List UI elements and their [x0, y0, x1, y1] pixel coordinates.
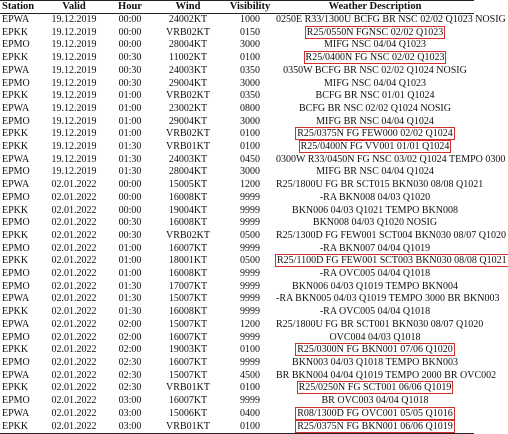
cell-wind: 23002KT — [168, 102, 208, 114]
cell-station: EPMO — [2, 356, 30, 368]
weather-text: BKN008 04/03 Q1020 NOSIG — [312, 217, 438, 229]
cell-station: EPWA — [2, 14, 30, 25]
cell-wind: 11002KT — [169, 52, 207, 64]
cell-visibility: 0500 — [240, 255, 260, 267]
weather-text: R25/1800U FG BR SCT001 BKN030 08/07 Q1020 — [276, 318, 484, 330]
highlighted-weather-text: R08/1300D FG OVC001 05/05 Q1016 — [297, 407, 453, 419]
cell-station: EPKK — [2, 26, 29, 38]
cell-station: EPKK — [2, 306, 29, 318]
cell-valid: 02.01.2022 — [40, 421, 108, 434]
cell-visibility: 0100 — [224, 421, 276, 434]
cell-hour: 01:30 — [118, 280, 142, 292]
cell-valid: 19.12.2019 — [51, 26, 97, 38]
cell-wind: 15007KT — [168, 293, 208, 305]
weather-text: BCFG BR NSC 01/01 Q1024 — [315, 90, 435, 102]
cell-hour: 01:30 — [118, 153, 142, 165]
cell-wind: 15007KT — [168, 369, 208, 381]
cell-visibility: 0400 — [240, 407, 260, 419]
cell-wind: 24003KT — [168, 64, 208, 76]
cell-visibility: 0100 — [240, 128, 260, 140]
cell-hour: 01:30 — [118, 141, 142, 153]
cell-valid: 19.12.2019 — [51, 52, 97, 64]
highlighted-weather-text: R25/0550N FGNSC 02/02 Q1023 — [306, 26, 444, 38]
cell-valid: 02.01.2022 — [51, 407, 97, 419]
cell-station: EPWA — [2, 407, 30, 419]
cell-station: EPMO — [2, 217, 30, 229]
table-row — [0, 14, 474, 27]
cell-valid: 02.01.2022 — [51, 179, 97, 191]
cell-wind: VRB02KT — [166, 26, 210, 38]
cell-weather-description — [276, 90, 474, 103]
cell-wind: 16008KT — [168, 306, 208, 318]
cell-weather-description — [276, 217, 474, 230]
cell-hour: 02:00 — [118, 344, 142, 356]
table-body — [0, 14, 507, 434]
table-row — [0, 382, 474, 395]
cell-hour: 01:00 — [118, 115, 142, 127]
weather-text: -RA BKN005 04/03 Q1019 TEMPO 3000 BR BKN003 — [276, 293, 500, 305]
cell-weather-description — [276, 344, 474, 357]
table-row — [0, 52, 474, 65]
cell-weather-description — [276, 141, 474, 154]
cell-station: EPWA — [2, 102, 30, 114]
table-row — [0, 230, 474, 243]
cell-hour: 00:30 — [118, 52, 142, 64]
cell-visibility: 3000 — [240, 115, 260, 127]
cell-weather-description — [276, 281, 474, 294]
cell-valid: 02.01.2022 — [51, 242, 97, 254]
weather-text: R25/1800U FG BR SCT015 BKN030 08/08 Q1021 — [276, 179, 484, 191]
cell-station: EPKK — [2, 255, 29, 267]
cell-station: EPWA — [2, 179, 30, 191]
cell-valid: 02.01.2022 — [51, 331, 97, 343]
weather-text: 0350W BCFG BR NSC 02/02 Q1024 NOSIG — [283, 64, 467, 76]
cell-station: EPWA — [2, 293, 30, 305]
cell-station: EPKK — [2, 382, 29, 394]
cell-hour: 02:00 — [118, 331, 142, 343]
table-row — [0, 268, 474, 281]
cell-valid: 19.12.2019 — [51, 64, 97, 76]
cell-valid: 02.01.2022 — [51, 395, 97, 407]
cell-hour: 03:00 — [118, 407, 142, 419]
cell-hour: 02:30 — [118, 369, 142, 381]
weather-text: BR BKN004 04/04 Q1019 TEMPO 2000 BR OVC002 — [276, 369, 497, 381]
weather-text: 0300W R33/0450N FG NSC 03/02 Q1024 TEMPO 0300 — [276, 153, 506, 165]
cell-station: EPKK — [2, 128, 29, 140]
weather-text: -RA BKN007 04/04 Q1019 — [319, 242, 431, 254]
cell-station: EPKK — [2, 229, 29, 241]
cell-visibility: 9999 — [240, 191, 260, 203]
cell-wind: 24003KT — [168, 153, 208, 165]
cell-valid: 19.12.2019 — [51, 39, 97, 51]
cell-valid: 02.01.2022 — [51, 293, 97, 305]
cell-station: EPKK — [2, 204, 29, 216]
cell-valid: 19.12.2019 — [51, 102, 97, 114]
cell-hour: 01:00 — [118, 102, 142, 114]
table-row — [0, 319, 474, 332]
weather-text: OVC004 04/03 Q1018 — [329, 331, 421, 343]
cell-hour: 01:00 — [118, 242, 142, 254]
cell-station: EPKK — [2, 52, 29, 64]
cell-weather-description — [276, 205, 474, 218]
cell-visibility: 4500 — [240, 369, 260, 381]
cell-valid: 02.01.2022 — [51, 318, 97, 330]
table-row — [0, 255, 474, 268]
cell-wind: VRB02KT — [166, 229, 210, 241]
weather-text: MIFG BR NSC 04/04 Q1024 — [316, 166, 434, 178]
highlighted-weather-text: R25/0375N FG BKN001 06/06 Q1019 — [297, 420, 453, 432]
cell-wind: 29004KT — [168, 115, 208, 127]
table-row — [0, 192, 474, 205]
cell-weather-description — [276, 52, 474, 65]
cell-valid: 02.01.2022 — [51, 191, 97, 203]
cell-visibility: 0150 — [240, 26, 260, 38]
table-row — [0, 103, 474, 116]
cell-visibility: 0350 — [240, 64, 260, 76]
cell-station: EPMO — [2, 331, 30, 343]
cell-weather-description — [276, 243, 474, 256]
cell-valid: 02.01.2022 — [51, 382, 97, 394]
table-row — [0, 179, 474, 192]
table-row — [0, 217, 474, 230]
cell-weather-description — [276, 103, 474, 116]
cell-wind: 16008KT — [168, 217, 208, 229]
table-header-row — [0, 1, 474, 14]
cell-station: EPWA — [2, 318, 30, 330]
highlighted-weather-text: R25/0400N FG NSC 02/02 Q1023 — [305, 52, 445, 64]
cell-weather-description — [276, 192, 474, 205]
table-row — [0, 65, 474, 78]
cell-hour: 00:30 — [118, 229, 142, 241]
cell-visibility: 3000 — [240, 77, 260, 89]
cell-wind: 19003KT — [168, 344, 208, 356]
table-row — [0, 39, 474, 52]
cell-hour: 01:00 — [118, 128, 142, 140]
cell-visibility: 0800 — [240, 102, 260, 114]
cell-wind: 16007KT — [168, 242, 208, 254]
cell-hour: 00:30 — [118, 64, 142, 76]
cell-valid: 02.01.2022 — [51, 217, 97, 229]
cell-weather-description — [276, 408, 474, 421]
cell-visibility: 9999 — [240, 395, 260, 407]
cell-hour: 00:00 — [118, 179, 142, 191]
cell-wind: VRB02KT — [166, 90, 210, 102]
cell-station: EPMO — [2, 191, 30, 203]
cell-hour: 02:00 — [118, 318, 142, 330]
cell-wind: 15005KT — [168, 179, 208, 191]
cell-weather-description — [276, 179, 484, 192]
cell-weather-description — [276, 268, 474, 281]
cell-wind: 17007KT — [168, 280, 208, 292]
cell-wind: 28004KT — [168, 166, 208, 178]
cell-weather-description — [276, 306, 474, 319]
cell-wind: VRB01KT — [166, 141, 210, 153]
cell-valid: 02.01.2022 — [51, 369, 97, 381]
cell-valid: 02.01.2022 — [51, 229, 97, 241]
cell-weather-description — [276, 357, 474, 370]
weather-text: BKN006 04/03 Q1019 TEMPO BKN004 — [292, 280, 458, 292]
cell-hour: 00:30 — [118, 217, 142, 229]
cell-station: EPMO — [2, 39, 30, 51]
cell-valid: 02.01.2022 — [51, 306, 97, 318]
cell-weather-description — [276, 332, 474, 345]
cell-weather-description — [276, 78, 474, 91]
cell-hour: 02:30 — [118, 382, 142, 394]
cell-visibility: 0100 — [240, 141, 260, 153]
highlighted-weather-text: R25/1100D FG FEW001 SCT003 BKN030 08/08 Q1021 — [277, 255, 507, 267]
cell-hour: 00:00 — [118, 26, 142, 38]
cell-station: EPMO — [2, 395, 30, 407]
cell-valid: 19.12.2019 — [51, 77, 97, 89]
cell-weather-description — [276, 395, 474, 408]
cell-hour: 02:30 — [118, 356, 142, 368]
cell-wind: 16008KT — [168, 268, 208, 280]
cell-weather-description — [276, 27, 474, 40]
cell-weather-description — [276, 39, 474, 52]
weather-text: -RA OVC005 04/04 Q1018 — [319, 306, 431, 318]
cell-wind: VRB01KT — [152, 421, 224, 434]
cell-valid: 02.01.2022 — [51, 268, 97, 280]
cell-visibility: 0450 — [240, 153, 260, 165]
cell-visibility: 9999 — [240, 204, 260, 216]
cell-wind: 19004KT — [168, 204, 208, 216]
cell-wind: VRB02KT — [166, 128, 210, 140]
cell-station: EPMO — [2, 268, 30, 280]
cell-station: EPKK — [2, 344, 29, 356]
header-hour: Hour — [108, 1, 152, 14]
table-row — [0, 421, 474, 434]
table-row — [0, 306, 474, 319]
cell-visibility: 3000 — [240, 39, 260, 51]
cell-station: EPKK — [2, 141, 29, 153]
cell-station: EPWA — [2, 153, 30, 165]
cell-valid: 19.12.2019 — [51, 153, 97, 165]
weather-text: BR OVC003 04/04 Q1018 — [321, 395, 429, 407]
cell-visibility: 9999 — [240, 217, 260, 229]
table-row — [0, 141, 474, 154]
cell-wind: 16007KT — [168, 331, 208, 343]
cell-wind: 15006KT — [168, 407, 208, 419]
table-row — [0, 90, 474, 103]
weather-text: -RA BKN008 04/03 Q1020 — [319, 191, 431, 203]
cell-visibility: 1000 — [240, 14, 260, 25]
cell-hour: 03:00 — [108, 421, 152, 434]
cell-hour: 00:30 — [118, 77, 142, 89]
weather-text: MIFG NSC 04/04 Q1023 — [324, 39, 426, 51]
cell-weather-description — [276, 421, 474, 434]
cell-weather-description — [276, 382, 474, 395]
cell-weather-description — [276, 65, 474, 78]
table-row — [0, 78, 474, 91]
table-row — [0, 395, 474, 408]
cell-wind: 24002KT — [168, 14, 208, 25]
cell-valid: 19.12.2019 — [51, 166, 97, 178]
cell-weather-description — [276, 318, 484, 332]
highlighted-weather-text: R25/0250N FG SCT001 06/06 Q1019 — [298, 382, 452, 394]
cell-valid: 02.01.2022 — [51, 204, 97, 216]
cell-hour: 00:00 — [118, 39, 142, 51]
table-row — [0, 166, 474, 179]
cell-visibility: 9999 — [240, 242, 260, 254]
highlighted-weather-text: R25/0400N FG VV001 01/01 Q1024 — [300, 141, 450, 153]
table-row — [0, 344, 474, 357]
table-row — [0, 332, 474, 345]
cell-visibility: 9999 — [240, 356, 260, 368]
weather-text: 0250E R33/1300U BCFG BR NSC 02/02 Q1023 NOSIG — [276, 14, 506, 25]
cell-station: EPMO — [2, 77, 30, 89]
highlighted-weather-text: R25/0375N FG FEW000 02/02 Q1024 — [297, 128, 453, 140]
cell-hour: 00:00 — [118, 14, 142, 25]
cell-wind: VRB01KT — [166, 382, 210, 394]
cell-valid: 19.12.2019 — [51, 90, 97, 102]
cell-wind: 16007KT — [168, 356, 208, 368]
cell-wind: 29004KT — [168, 77, 208, 89]
cell-weather-description — [276, 14, 506, 27]
cell-station: EPMO — [2, 242, 30, 254]
cell-wind: 16007KT — [168, 395, 208, 407]
cell-station: EPMO — [2, 166, 30, 178]
cell-visibility: 1200 — [240, 318, 260, 330]
table-row — [0, 293, 474, 306]
cell-valid: 19.12.2019 — [51, 141, 97, 153]
cell-valid: 19.12.2019 — [51, 128, 97, 140]
cell-station: EPMO — [2, 115, 30, 127]
cell-hour: 01:00 — [118, 268, 142, 280]
cell-hour: 01:30 — [118, 306, 142, 318]
table-row — [0, 408, 474, 421]
cell-visibility: 0500 — [240, 229, 260, 241]
cell-hour: 01:30 — [118, 166, 142, 178]
highlighted-weather-text: R25/0300N FG BKN001 07/06 Q1020 — [297, 344, 453, 356]
cell-weather-description — [276, 369, 497, 383]
weather-text: MIFG BR NSC 04/04 Q1024 — [316, 115, 434, 127]
cell-visibility: 0100 — [240, 382, 260, 394]
cell-valid: 19.12.2019 — [51, 14, 97, 25]
table-row — [0, 205, 474, 218]
cell-station: EPWA — [2, 64, 30, 76]
cell-valid: 02.01.2022 — [51, 280, 97, 292]
header-visibility: Visibility — [224, 1, 276, 14]
table-row — [0, 243, 474, 256]
cell-visibility: 0100 — [240, 344, 260, 356]
table-row — [0, 281, 474, 294]
cell-hour: 00:00 — [118, 191, 142, 203]
header-weather-description: Weather Description — [276, 1, 474, 14]
table-row — [0, 370, 474, 383]
cell-hour: 01:00 — [118, 90, 142, 102]
cell-valid: 02.01.2022 — [51, 356, 97, 368]
cell-wind: 28004KT — [168, 39, 208, 51]
cell-weather-description — [276, 153, 506, 167]
header-wind: Wind — [152, 1, 224, 14]
cell-weather-description — [276, 128, 474, 141]
cell-hour: 03:00 — [118, 395, 142, 407]
cell-station: EPKK — [2, 90, 29, 102]
cell-weather-description — [276, 229, 507, 243]
weather-text: BKN003 04/03 Q1018 TEMPO BKN003 — [292, 356, 458, 368]
header-station: Station — [0, 1, 40, 14]
cell-visibility: 0100 — [240, 52, 260, 64]
table-row — [0, 128, 474, 141]
cell-weather-description — [276, 255, 507, 268]
cell-weather-description — [276, 116, 474, 129]
table-row — [0, 116, 474, 129]
cell-visibility: 9999 — [240, 293, 260, 305]
cell-visibility: 9999 — [240, 306, 260, 318]
cell-station: EPWA — [2, 369, 30, 381]
cell-station: EPMO — [2, 280, 30, 292]
cell-visibility: 0350 — [240, 90, 260, 102]
weather-text: BKN006 04/03 Q1021 TEMPO BKN008 — [292, 204, 458, 216]
cell-visibility: 1200 — [240, 179, 260, 191]
cell-wind: 15007KT — [168, 318, 208, 330]
cell-hour: 01:00 — [118, 255, 142, 267]
weather-text: R25/1300D FG FEW001 SCT004 BKN030 08/07 Q1020 — [276, 229, 507, 241]
cell-valid: 02.01.2022 — [51, 344, 97, 356]
cell-valid: 02.01.2022 — [51, 255, 97, 267]
weather-text: -RA OVC005 04/04 Q1018 — [319, 268, 431, 280]
cell-station: EPKK — [0, 421, 40, 434]
cell-hour: 00:00 — [118, 204, 142, 216]
cell-weather-description — [276, 166, 474, 179]
header-valid: Valid — [40, 1, 108, 14]
cell-visibility: 9999 — [240, 268, 260, 280]
table-row — [0, 154, 474, 167]
cell-hour: 01:30 — [118, 293, 142, 305]
cell-visibility: 9999 — [240, 331, 260, 343]
cell-wind: 18001KT — [168, 255, 208, 267]
cell-wind: 16008KT — [168, 191, 208, 203]
weather-text: MIFG NSC 04/04 Q1023 — [324, 77, 426, 89]
cell-visibility: 9999 — [240, 280, 260, 292]
table-row — [0, 27, 474, 40]
weather-text: BCFG BR NSC 02/02 Q1024 NOSIG — [299, 102, 451, 114]
cell-valid: 19.12.2019 — [51, 115, 97, 127]
table-row — [0, 357, 474, 370]
cell-visibility: 3000 — [240, 166, 260, 178]
cell-weather-description — [276, 293, 500, 306]
